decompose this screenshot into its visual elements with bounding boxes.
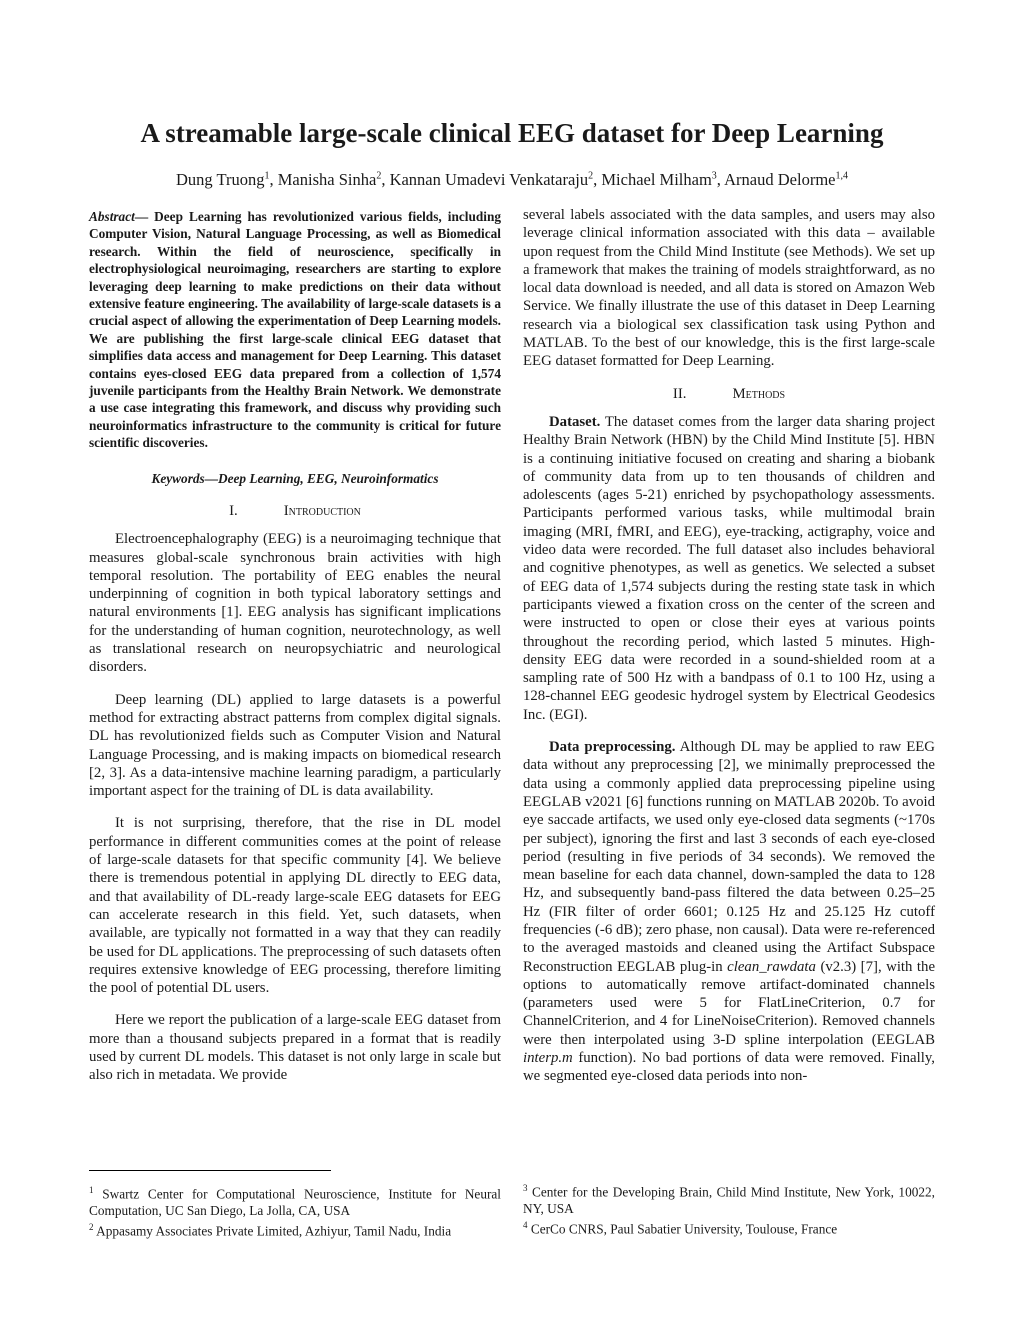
- affiliation-mark: 2: [588, 170, 594, 182]
- paragraph-text: The dataset comes from the larger data sharing project Healthy Brain Network (HBN) by the Child Mind Institute [5]. HBN is a continuing initiative focused on creating and sharing a biobank of community data from up to ten thousands of children and adolescents (ages 5-21) enriched by psychopathology assessments. Participants performed various tasks, while multimodal brain imaging (MRI, fMRI, and EEG), eye-tracking, actigraphy, voice and video data were recorded. The full dataset also includes behavioral and cognitive phenotypes, as well as genetics. We selected a subset of EEG data of 1,574 subjects during the resting state task in which participants viewed a fixation cross on the center of the screen and were instructed to open or close their eyes at various points throughout the recording period, which lasted 5 minutes. High-density EEG data were recorded in a sound-shielded room at a sampling rate of 500 Hz with a bandpass of 0.1 to 100 Hz, using a 128-channel EEG geodesic hydrogel system by Electrical Geodesics Inc. (EGI).: [523, 413, 935, 723]
- section-title: Introduction: [283, 502, 361, 519]
- footnote-mark: 4: [523, 1220, 528, 1231]
- paragraph-text: Although DL may be applied to raw EEG data without any preprocessing [2], we minimally preprocessed the data using a commonly applied data preprocessing pipeline using EEGLAB v2021 [6] functions running on MATLAB 2020b. To avoid eye saccade artifacts, we used only eye-closed data segments (~170s per subject), ignoring the first and last 3 seconds of each eye-closed period (resulting in five periods of 34 seconds). We removed the mean baseline for each data channel, down-sampled the data to 128 Hz, and subsequently band-pass filtered the data between 0.25–25 Hz (FIR filter of order 6601; 0.125 Hz and 25.125 Hz cutoff frequencies (-6 dB); zero phase, non causal). Data were re-referenced to the averaged mastoids and cleaned using the Artifact Subspace Reconstruction EEGLAB plug-in: [523, 739, 935, 975]
- dataset-paragraph: [523, 413, 935, 724]
- footnote-text: Center for the Developing Brain, Child Mind Institute, New York, 10022, NY, USA: [523, 1184, 935, 1217]
- author-name: Kannan Umadevi Venkataraju: [389, 170, 589, 189]
- section-title: Methods: [732, 385, 786, 402]
- function-name: clean_rawdata: [727, 958, 816, 975]
- keywords: Keywords—Deep Learning, EEG, Neuroinformatics: [151, 470, 439, 486]
- footnote: [89, 1219, 501, 1239]
- abstract-text: Deep Learning has revolutionized various fields, including Computer Vision, Natural Language Processing, as well as Biomedical research. Within the field of neuroscience, specifically in electrophysiological neuroimaging, researchers are starting to explore leveraging deep learning to make predictions on their data without extensive feature engineering. The availability of large-scale datasets is a crucial aspect of allowing the experimentation of Deep Learning models. We are publishing the first large-scale clinical EEG dataset that simplifies data access and management for Deep Learning. This dataset contains eyes-closed EEG data prepared from a collection of 1,574 juvenile participants from the Healthy Brain Network. We demonstrate a use case integrating this framework, and discuss why providing such neuroinformatics infrastructure to the community is critical for future scientific discoveries.: [89, 209, 501, 451]
- footnotes-left: [89, 1182, 501, 1240]
- author-name: Manisha Sinha: [277, 170, 377, 189]
- intro-paragraph: Electroencephalography (EEG) is a neuroimaging technique that measures global-scale synchronous brain activities with high temporal resolution. The portability of EEG enables the neural underpinning of cognition in both typical laboratory settings and natural environments [1]. EEG analysis has significant implications for the understanding of human cognition, neurotechnology, as well as translational research on neuropsychiatric and neurological disorders.: [89, 531, 501, 676]
- left-column: [89, 206, 501, 1085]
- affiliation-mark: 3: [711, 170, 717, 182]
- section-number: I.: [229, 502, 238, 519]
- footnote: [89, 1182, 501, 1219]
- intro-paragraph: It is not surprising, therefore, that the rise in DL model performance in different communities comes at the point of release of large-scale datasets for that specific community [4]. We believe there is tremendous potential in applying DL directly to EEG data, and that availability of DL-ready large-scale EEG datasets for EEG can accelerate research in this field. Yet, such datasets, when available, are typically not formatted in a way that they can readily be used for DL applications. The preprocessing of such datasets often requires extensive knowledge of EEG processing, therefore limiting the pool of potential DL users.: [89, 815, 501, 997]
- section-number: II.: [672, 385, 687, 402]
- footnote-mark: 2: [89, 1222, 94, 1233]
- footnote-text: Swartz Center for Computational Neuroscience, Institute for Neural Computation, UC San Diego, La Jolla, CA, USA: [89, 1186, 501, 1219]
- paragraph-text: (v2.3) [7], with the options to automatically remove artifact-dominated channels (parameters used were 5 for FlatLineCriterion, 0.7 for ChannelCriterion, and 4 for LineNoiseCriterion). Removed channels were then interpolated using 3-D spline interpolation (EEGLAB: [523, 958, 936, 1048]
- footnote-rule: [89, 1170, 331, 1171]
- right-column: [523, 206, 935, 1086]
- function-name: interp.m: [523, 1050, 573, 1067]
- footnote: [523, 1180, 935, 1217]
- abstract-dash: —: [134, 209, 149, 224]
- affiliation-mark: 1: [264, 170, 270, 182]
- author-name: Dung Truong: [176, 170, 265, 189]
- footnotes-right: [523, 1180, 935, 1238]
- preprocessing-paragraph: [523, 738, 935, 1086]
- intro-continuation: several labels associated with the data samples, and users may also leverage clinical information associated with this data – available upon request from the Child Mind Institute (see Methods). We set up a framework that makes the training of models straightforward, as no local data download is needed, and all data is stored on Amazon Web Service. We finally illustrate the use of this dataset in Deep Learning research via a biological sex classification task using Python and MATLAB. To the best of our knowledge, this is the first large-scale EEG dataset formatted for Deep Learning.: [523, 207, 935, 370]
- footnote: [523, 1217, 935, 1237]
- runin-heading: Data preprocessing.: [549, 739, 676, 756]
- author-name: Michael Milham: [601, 170, 712, 189]
- affiliation-mark: 2: [376, 170, 382, 182]
- footnote-mark: 3: [523, 1183, 528, 1193]
- abstract: [89, 208, 501, 452]
- runin-heading: Dataset.: [549, 413, 601, 430]
- footnote-text: Appasamy Associates Private Limited, Azhiyur, Tamil Nadu, India: [93, 1223, 452, 1239]
- footnote-text: CerCo CNRS, Paul Sabatier University, Toulouse, France: [527, 1221, 838, 1237]
- footnote-mark: 1: [89, 1185, 94, 1195]
- author-name: Arnaud Delorme: [724, 170, 836, 189]
- abstract-label: Abstract: [89, 209, 135, 224]
- intro-paragraph: Deep learning (DL) applied to large datasets is a powerful method for extracting abstract patterns from complex digital signals. DL has revolutionized fields such as Computer Vision and Natural Language Processing, and is making impacts on biomedical research [2, 3]. As a data-intensive machine learning paradigm, a particularly important aspect for the training of DL is data availability.: [89, 691, 501, 800]
- section-heading-methods: [523, 385, 935, 403]
- paragraph-text: function). No bad portions of data were removed. Finally, we segmented eye-closed data periods into non-: [523, 1050, 935, 1085]
- author-list: Dung Truong$^1$, Manisha Sinha$^2$, Kannan Umadevi Venkataraju$^2$, Michael Milham$^3$, Arnaud Delorme$^{1,4}$: [176, 170, 848, 189]
- paper-title: A streamable large-scale clinical EEG dataset for Deep Learning: [140, 118, 884, 148]
- section-heading-introduction: [89, 502, 501, 520]
- intro-paragraph: Here we report the publication of a large-scale EEG dataset from more than a thousand subjects prepared in a format that is readily used by current DL models. This dataset is not only large in scale but also rich in metadata. We provide: [89, 1012, 501, 1084]
- affiliation-mark: 1,4: [835, 170, 848, 182]
